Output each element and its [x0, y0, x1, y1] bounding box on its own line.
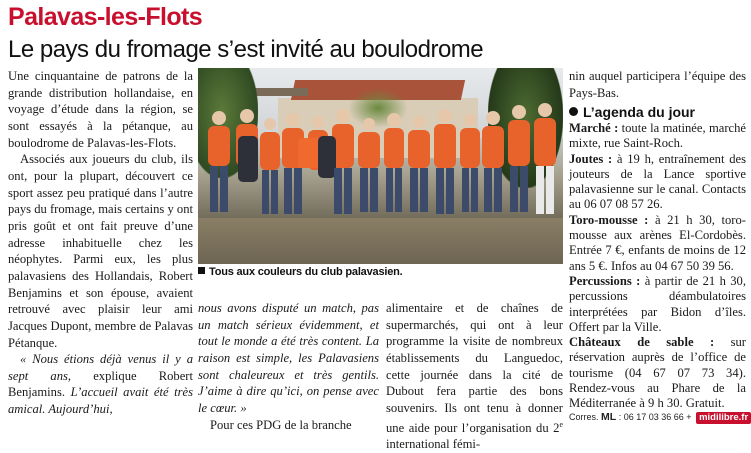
agenda-item [569, 152, 746, 213]
corres-initials: ML [601, 411, 617, 423]
quote-paragraph: nous avons disputé un match, pas un match sérieux évidemment, et tout le monde a été très content. La raison est simple, les Palavasiens sont chaleureux et très gentils. J’aime à dire qu’ici, on pense avec le cœur. » [198, 301, 379, 415]
caption-text: Tous aux couleurs du club palavasien. [209, 266, 403, 278]
paragraph-visit [386, 300, 563, 453]
corres-phone: : 06 17 03 36 66 + [618, 412, 692, 422]
paragraph-end: nin auquel participera l’équipe des Pays-Bas. [569, 69, 746, 100]
headline: Le pays du fromage s’est invité au boulodrome [8, 36, 484, 63]
section-title: Palavas-les-Flots [8, 3, 203, 31]
agenda-item-label: Marché : [569, 121, 619, 135]
visit-text-end: international fémi- [386, 437, 481, 452]
agenda-title [569, 103, 695, 121]
photo-crowd [198, 68, 563, 264]
quote-start: « Nous étions déjà venus il y a sept ans, [8, 352, 193, 383]
corres-label: Corres. [569, 412, 599, 422]
ordinal-suffix: e [559, 419, 563, 429]
article-column-1 [8, 68, 193, 430]
quote-attribution: explique Robert Benjamins. [8, 368, 193, 400]
group-photo [198, 68, 563, 264]
article-column-2 [198, 300, 379, 432]
brand-link[interactable]: midilibre.fr [696, 412, 751, 424]
agenda-item-text: à 19 h, entraînement des jouteurs de la Lance sportive palavasienne sur le canal. Contacts au 06 07 08 57 26. [569, 151, 746, 212]
agenda-item-text: à partir de 21 h 30, percussions déambulatoires interprétées par Bidon d’îles. Offert par la Ville. [569, 273, 746, 334]
bullet-icon [569, 107, 578, 116]
agenda-item-label: Joutes : [569, 151, 613, 166]
photo-caption [198, 265, 403, 279]
agenda-item [569, 121, 746, 152]
agenda-item-text: à 21 h 30, toro-mousse aux arènes El-Cordobès. Entrée 7 €, enfants de moins de 12 ans 5 €. Infos au 04 67 50 39 56. [569, 212, 746, 273]
quote-continued: L’accueil avait été très amical. Aujourd’hui, [8, 385, 193, 417]
agenda-item-label: Châteaux de sable : [569, 335, 715, 350]
agenda-title-text: L’agenda du jour [583, 104, 696, 120]
correspondent-footer [569, 411, 751, 424]
agenda-item-label: Toro-mousse : [569, 212, 649, 227]
paragraph-club: Associés aux joueurs du club, ils ont, pour la plupart, découvert ce sport assez peu pratiqué dans l’autre pays du fromage, mais certains y ont pris goût et ont fait preuve d’une adresse inhabituelle chez les néophytes. Parmi eux, les plus palavasiens des Hollandais, Robert Benjamins et son épouse, avaient retrouvé avec plaisir leur ami Jacques Dupont, membre de Palavas Pétanque. [8, 152, 194, 350]
agenda-item-label: Percussions : [569, 273, 641, 288]
paragraph-quote [8, 351, 193, 418]
caption-square-icon [198, 267, 205, 274]
agenda-item [569, 335, 746, 411]
paragraph-pdg: Pour ces PDG de la branche [210, 417, 352, 432]
agenda-list [569, 121, 746, 409]
agenda-item-text: sur réservation auprès de l’office de tourisme (04 67 07 73 34). Rendez-vous au Phare de la Méditerranée à 9 h 30. Gratuit. [569, 335, 746, 411]
visit-text: alimentaire et de chaînes de supermarchés, qui ont à leur programme la visite de nombreux établissements du Languedoc, cette journée dans la cité de Dubout fera partie des bons souvenirs. Ils ont tenu à donner une aide pour l’organisation du 2 [386, 301, 563, 435]
agenda-item [569, 274, 746, 335]
paragraph-intro: Une cinquantaine de patrons de la grande distribution hollandaise, en voyage d’étude dans la région, se sont essayés à la pétanque, au boulodrome de Palavas-les-Flots. [8, 69, 193, 150]
article-column-3 [386, 300, 563, 452]
agenda-item-text: toute la matinée, marché mixte, rue Saint-Roch. [569, 121, 746, 151]
agenda-item [569, 213, 746, 274]
